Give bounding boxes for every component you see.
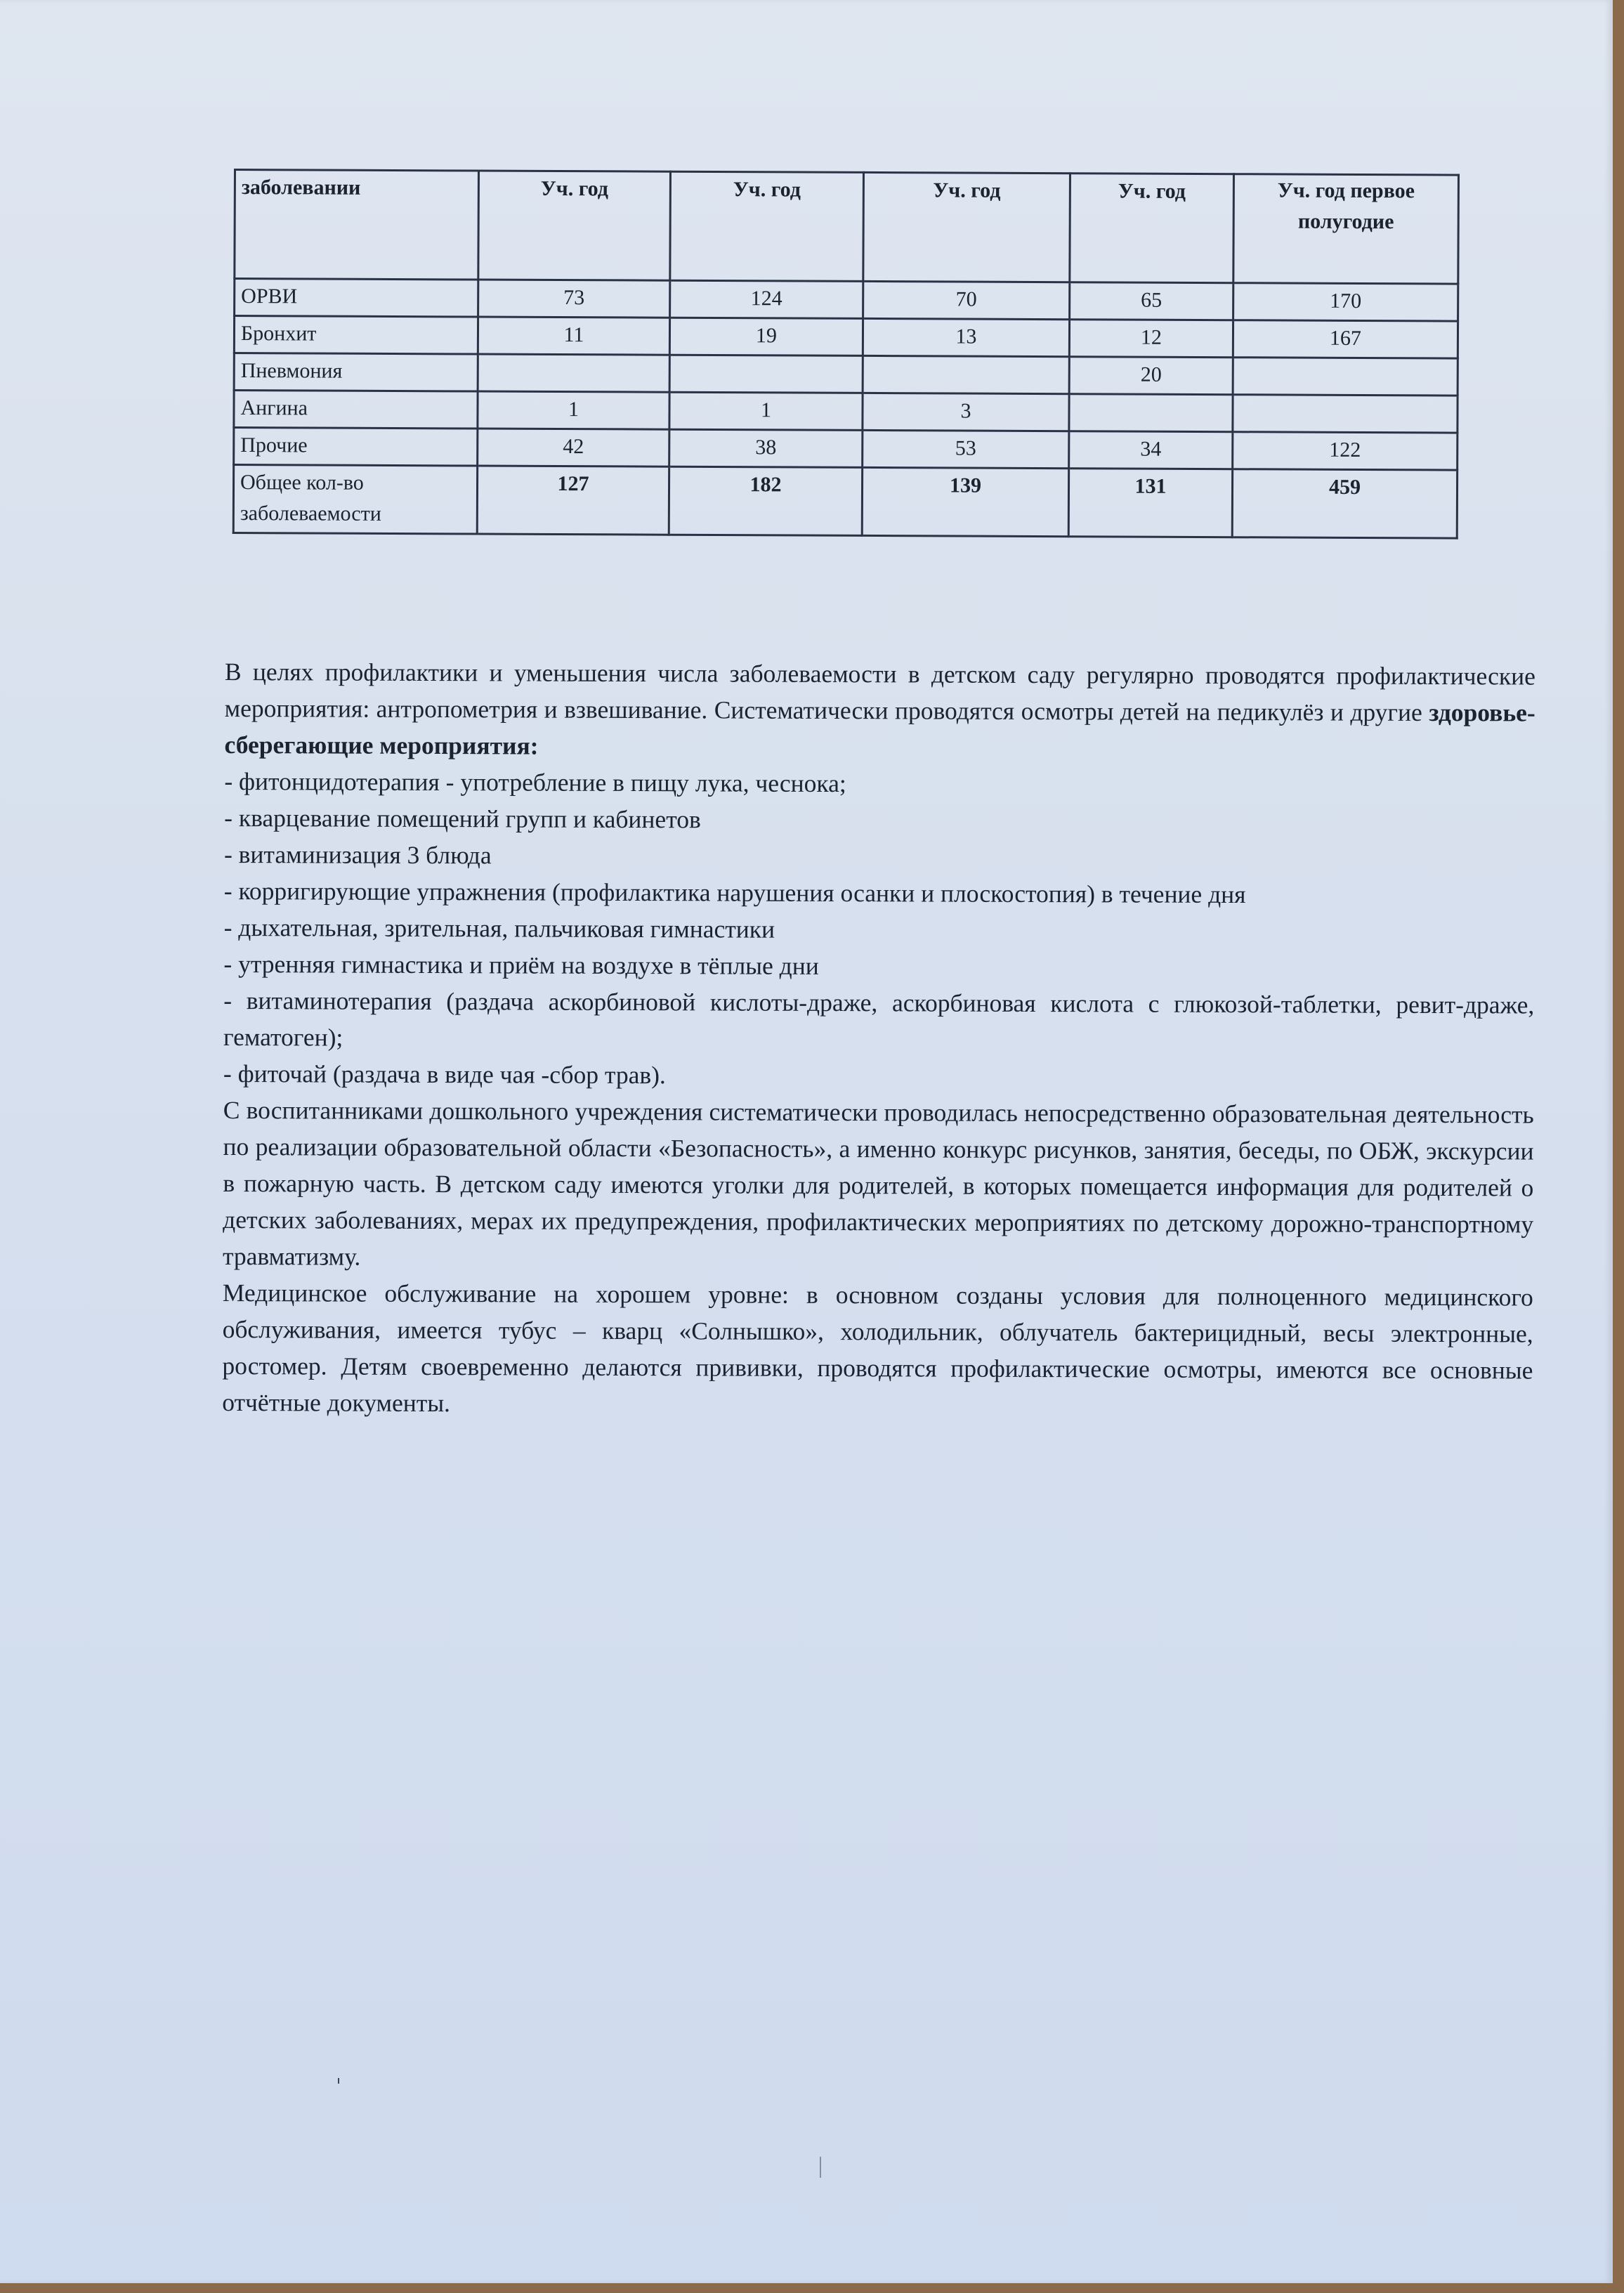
list-item: - витаминотерапия (раздача аскорбиновой кислоты-драже, аскорбиновая кислота с глюкозой-таблетки, ревит-драже, гематоген); xyxy=(223,986,1535,1052)
cell: 170 xyxy=(1233,283,1458,321)
table-row xyxy=(234,353,1458,396)
medical-paragraph: Медицинское обслуживание на хорошем уровне: в основном созданы условия для полноценного медицинского обслуживания, имеется тубус – кварц «Солнышко», холодильник, облучатель бактерицидный, весы электронные, ростомер. Детям своевременно делаются прививки, проводятся профилактические осмотры, имеются все основные отчётные документы. xyxy=(222,1278,1533,1418)
cell: 122 xyxy=(1233,432,1458,470)
table-row xyxy=(234,316,1458,359)
row-label: Бронхит xyxy=(234,316,478,355)
cell: 20 xyxy=(1069,357,1233,395)
list-item: - дыхательная, зрительная, пальчиковая гимнастики xyxy=(223,913,775,943)
table-row xyxy=(234,391,1458,433)
cell: 3 xyxy=(863,393,1069,431)
cell: 34 xyxy=(1069,431,1233,469)
row-label: Прочие xyxy=(234,428,478,466)
table-row xyxy=(235,279,1458,322)
intro-paragraph xyxy=(224,653,1535,768)
total-cell: 127 xyxy=(477,466,669,535)
cell: 11 xyxy=(478,317,669,355)
total-cell: 182 xyxy=(669,466,862,535)
cell: 19 xyxy=(669,318,863,355)
cell: 124 xyxy=(670,280,863,318)
total-cell: 459 xyxy=(1232,469,1457,538)
cell: 38 xyxy=(669,429,863,467)
row-label: Пневмония xyxy=(234,353,478,392)
header-year-1: Уч. год xyxy=(478,171,671,280)
header-year-2: Уч. год xyxy=(670,171,864,281)
total-label: Общее кол-во заболеваемости xyxy=(233,465,477,535)
cell xyxy=(669,355,863,393)
header-disease: заболевании xyxy=(235,170,479,280)
cell xyxy=(863,355,1069,393)
list-item: - утренняя гимнастика и приём на воздухе в тёплые дни xyxy=(223,949,819,980)
table-total-row xyxy=(233,465,1457,539)
row-label: Ангина xyxy=(234,391,478,429)
total-cell: 131 xyxy=(1068,469,1232,537)
row-label: ОРВИ xyxy=(235,279,478,318)
safety-paragraph: С воспитанниками дошкольного учреждения систематически проводилась непосредственно образовательная деятельность по реализации образовательной области «Безопасность», а именно конкурс рисунков, занятия, беседы, по ОБЖ, экскурсии в пожарную часть. В детском саду имеются уголки для родителей, в которых помещается информация для родителей о детских заболеваниях, мерах их предупреждения, профилактических мероприятиях по детскому дорожно-транспортному травматизму. xyxy=(222,1095,1534,1271)
cell: 70 xyxy=(863,281,1070,319)
list-item: - витаминизация 3 блюда xyxy=(223,840,492,870)
list-item: - кварцевание помещений групп и кабинетов xyxy=(224,803,701,834)
intro-bold-text: здоровье-сберегающие мероприятия: xyxy=(224,698,1535,760)
cell xyxy=(478,354,669,392)
cell: 42 xyxy=(478,429,669,466)
table-row xyxy=(234,428,1458,471)
cell: 65 xyxy=(1070,282,1233,320)
cell: 73 xyxy=(478,280,670,318)
cell: 1 xyxy=(478,391,669,429)
header-year-4: Уч. год xyxy=(1070,174,1234,283)
list-item: - корригирующие упражнения (профилактика нарушения осанки и плоскостопия) в течение дня xyxy=(223,876,1246,909)
cell xyxy=(1233,395,1458,433)
table-header-row xyxy=(235,170,1459,285)
list-item: - фитонцидотерапия - употребление в пищу лука, чеснока; xyxy=(224,766,846,798)
header-year-3: Уч. год xyxy=(863,172,1070,282)
morbidity-table-container xyxy=(233,169,1458,540)
total-cell: 139 xyxy=(862,467,1068,536)
cell xyxy=(1069,394,1233,432)
paper-speck xyxy=(338,2078,339,2084)
cell: 12 xyxy=(1069,320,1233,358)
morbidity-table xyxy=(233,169,1460,540)
header-year-5-half: Уч. год первое полугодие xyxy=(1233,174,1459,284)
cell: 13 xyxy=(863,318,1069,356)
document-body xyxy=(222,653,1535,1425)
intro-text: В целях профилактики и уменьшения числа заболеваемости в детском саду регулярно проводятся профилактические мероприятия: антропометрия и взвешивание. Систематически проводятся осмотры детей на педикулёз и другие xyxy=(224,657,1535,726)
paper-speck xyxy=(820,2157,821,2178)
cell: 167 xyxy=(1233,320,1458,358)
cell: 53 xyxy=(863,430,1069,468)
cell: 1 xyxy=(669,392,863,430)
list-item: - фиточай (раздача в виде чая -сбор трав). xyxy=(223,1059,666,1090)
cell xyxy=(1233,358,1458,396)
